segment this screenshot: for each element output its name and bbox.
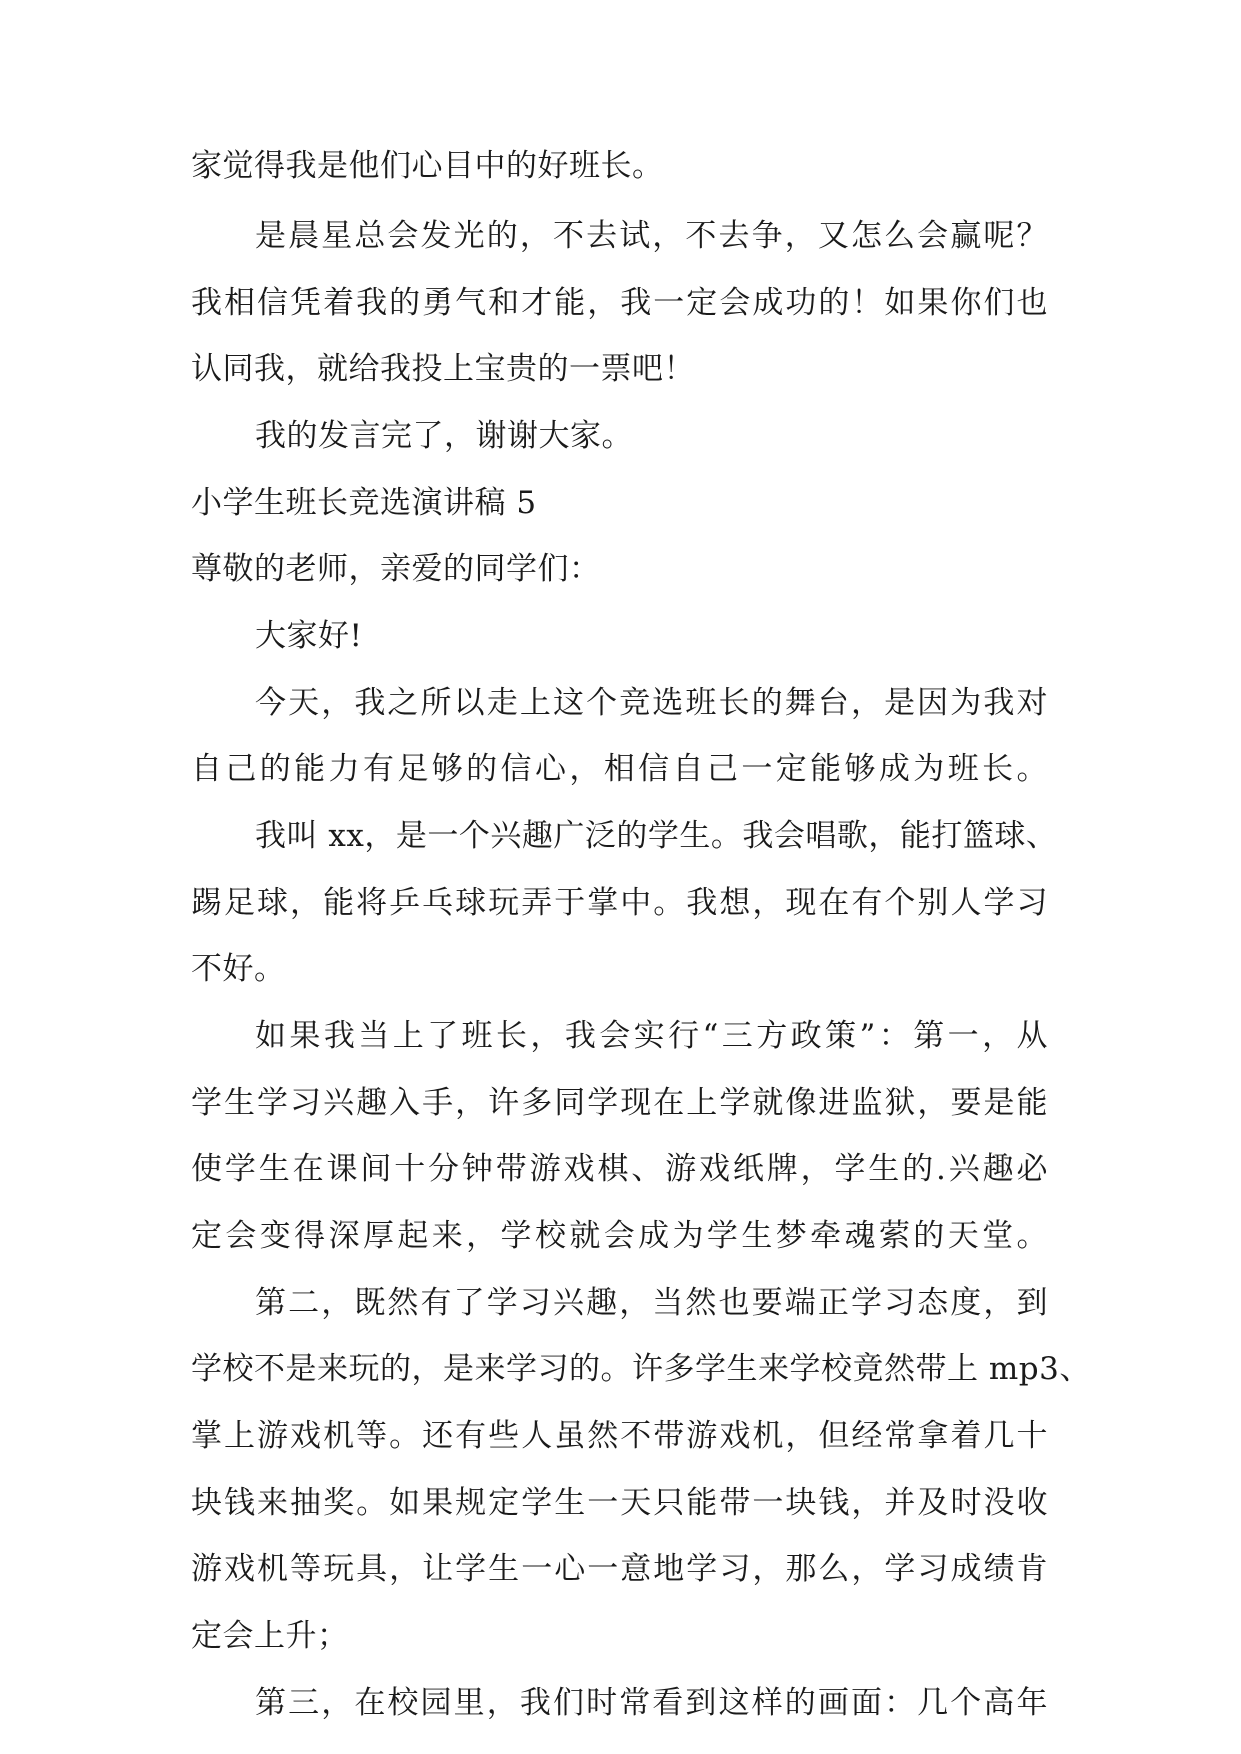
paragraph-line: 踢足球，能将乒乓球玩弄于掌中。我想，现在有个别人学习 xyxy=(191,885,1048,921)
paragraph-line: 第二，既然有了学习兴趣，当然也要端正学习态度，到 xyxy=(255,1285,1048,1321)
paragraph-line: 我的发言完了，谢谢大家。 xyxy=(255,418,633,454)
paragraph-line: 第三，在校园里，我们时常看到这样的画面：几个高年 xyxy=(255,1685,1048,1721)
paragraph-line: 定会变得深厚起来，学校就会成为学生梦牵魂萦的天堂。 xyxy=(191,1218,1048,1254)
section-heading: 小学生班长竞选演讲稿 5 xyxy=(191,485,537,521)
paragraph-line: 今天，我之所以走上这个竞选班长的舞台，是因为我对 xyxy=(255,685,1048,721)
paragraph-line: 学校不是来玩的，是来学习的。许多学生来学校竟然带上 mp3、 xyxy=(191,1351,1091,1387)
paragraph-line: 我相信凭着我的勇气和才能，我一定会成功的！如果你们也 xyxy=(191,285,1048,321)
paragraph-line: 使学生在课间十分钟带游戏棋、游戏纸牌，学生的.兴趣必 xyxy=(191,1151,1048,1187)
salutation: 尊敬的老师，亲爱的同学们： xyxy=(191,551,601,587)
paragraph-line: 定会上升； xyxy=(191,1618,349,1654)
paragraph-line: 认同我，就给我投上宝贵的一票吧！ xyxy=(191,351,695,387)
paragraph-line: 学生学习兴趣入手，许多同学现在上学就像进监狱，要是能 xyxy=(191,1085,1048,1121)
paragraph-line: 我叫 xx，是一个兴趣广泛的学生。我会唱歌，能打篮球、 xyxy=(255,818,1058,854)
paragraph-line: 不好。 xyxy=(191,951,286,987)
paragraph-line: 块钱来抽奖。如果规定学生一天只能带一块钱，并及时没收 xyxy=(191,1485,1048,1521)
paragraph-line: 游戏机等玩具，让学生一心一意地学习，那么，学习成绩肯 xyxy=(191,1551,1048,1587)
greeting: 大家好! xyxy=(255,618,363,654)
paragraph-line: 自己的能力有足够的信心，相信自己一定能够成为班长。 xyxy=(191,751,1048,787)
paragraph-line: 掌上游戏机等。还有些人虽然不带游戏机，但经常拿着几十 xyxy=(191,1418,1048,1454)
paragraph-line: 家觉得我是他们心目中的好班长。 xyxy=(191,148,664,184)
paragraph-line: 是晨星总会发光的，不去试，不去争，又怎么会赢呢？ xyxy=(255,218,1048,254)
paragraph-line: 如果我当上了班长，我会实行“三方政策”：第一，从 xyxy=(255,1018,1048,1054)
